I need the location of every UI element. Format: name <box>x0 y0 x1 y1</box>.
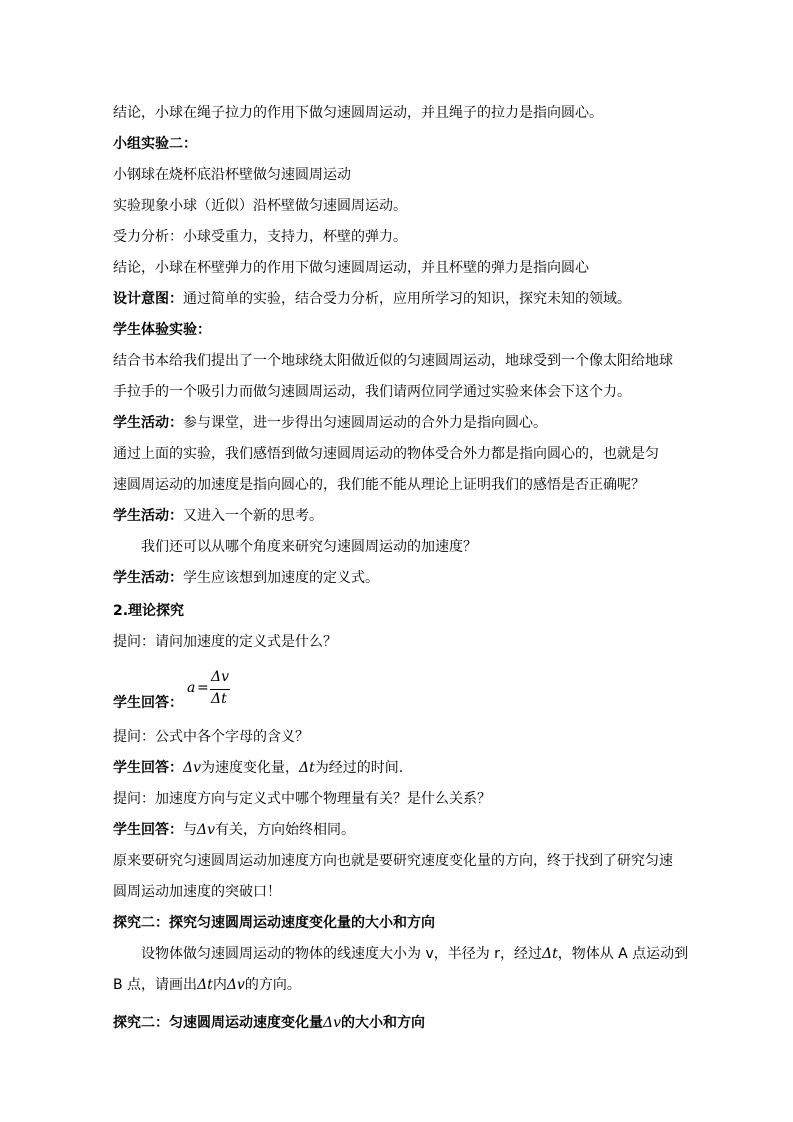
paragraph-student-activity-2 <box>113 506 323 526</box>
formula-denominator: Δt <box>211 691 227 707</box>
text-setup: B 点，请画出 <box>113 977 198 993</box>
paragraph-earth-sun-2: 手拉手的一个吸引力而做匀速圆周运动，我们请两位同学通过实验来体会下这个力。 <box>113 384 631 400</box>
paragraph-question-definition: 提问：请问加速度的定义式是什么？ <box>113 634 337 650</box>
text-student-activity: 又进入一个新的思考。 <box>183 508 323 524</box>
symbol-delta-v: Δv <box>323 1015 342 1031</box>
heading-text: 探究二：匀速圆周运动速度变化量 <box>113 1015 323 1031</box>
symbol-delta-v: Δv <box>197 822 216 838</box>
text-answer: 为经过的时间. <box>314 760 404 776</box>
text-setup: 的方向。 <box>244 977 301 993</box>
paragraph-question-meaning: 提问：公式中各个字母的含义？ <box>113 729 309 745</box>
formula-a: a <box>187 680 196 696</box>
heading-explore-2b <box>113 1013 425 1033</box>
paragraph-question-direction: 提问：加速度方向与定义式中哪个物理量有关？是什么关系？ <box>113 791 491 807</box>
paragraph-student-answer-3 <box>113 820 355 840</box>
paragraph-reflection-2: 速圆周运动的加速度是指向圆心的，我们能不能从理论上证明我们的感悟是否正确呢？ <box>113 477 645 493</box>
paragraph-design-intent <box>113 289 631 309</box>
text-setup: 设物体做匀速圆周运动的物体的线速度大小为 v，半径为 r，经过 <box>141 946 542 962</box>
paragraph-earth-sun-1: 结合书本给我们提出了一个地球绕太阳做近似的匀速圆周运动，地球受到一个像太阳给地球 <box>113 353 673 369</box>
label-student-answer: 学生回答： <box>113 822 183 838</box>
heading-explore-2: 探究二：探究匀速圆周运动速度变化量的大小和方向 <box>113 915 435 931</box>
label-student-answer: 学生回答： <box>113 760 183 776</box>
text-setup: ，物体从 A 点运动到 <box>557 946 689 962</box>
symbol-delta-t: Δt <box>541 946 558 962</box>
formula-equals: = <box>197 680 209 696</box>
label-student-activity: 学生活动： <box>113 570 183 586</box>
heading-theory: 2.理论探究 <box>113 603 185 619</box>
heading-text: 的大小和方向 <box>341 1015 426 1031</box>
text-answer: 为速度变化量， <box>201 760 300 776</box>
formula-numerator: Δv <box>211 669 230 685</box>
paragraph-experiment-desc: 小钢球在烧杯底沿杯壁做匀速圆周运动 <box>113 167 351 183</box>
paragraph-question-angle: 我们还可以从哪个角度来研究匀速圆周运动的加速度？ <box>141 539 477 555</box>
text-student-activity: 参与课堂，进一步得出匀速圆周运动的合外力是指向圆心。 <box>183 415 547 431</box>
text-student-activity: 学生应该想到加速度的定义式。 <box>183 570 379 586</box>
text-design-intent: 通过简单的实验，结合受力分析，应用所学习的知识，探究未知的领域。 <box>183 291 631 307</box>
text-setup: 内 <box>212 977 227 993</box>
label-student-answer-1: 学生回答： <box>113 695 183 711</box>
paragraph-phenomenon: 实验现象小球（近似）沿杯壁做匀速圆周运动。 <box>113 198 407 214</box>
paragraph-breakthrough-2: 圆周运动加速度的突破口！ <box>113 884 281 900</box>
paragraph-setup-2 <box>113 975 301 995</box>
text-answer: 与 <box>183 822 197 838</box>
label-design-intent: 设计意图： <box>113 291 183 307</box>
paragraph-setup-1 <box>141 944 688 964</box>
symbol-delta-t: Δt <box>197 977 213 993</box>
text-answer: 有关，方向始终相同。 <box>215 822 356 838</box>
symbol-delta-v: Δv <box>226 977 245 993</box>
heading-student-experience: 学生体验实验： <box>113 322 211 338</box>
paragraph-force-analysis: 受力分析：小球受重力，支持力，杯壁的弹力。 <box>113 229 407 245</box>
paragraph-student-activity-1 <box>113 413 547 433</box>
symbol-delta-t: Δt <box>299 760 315 776</box>
label-student-activity: 学生活动： <box>113 415 183 431</box>
paragraph-student-activity-3 <box>113 568 379 588</box>
label-student-activity: 学生活动： <box>113 508 183 524</box>
paragraph-conclusion-1: 结论，小球在绳子拉力的作用下做匀速圆周运动，并且绳子的拉力是指向圆心。 <box>113 105 603 121</box>
heading-group-experiment-2: 小组实验二： <box>113 136 197 152</box>
paragraph-reflection-1: 通过上面的实验，我们感悟到做匀速圆周运动的物体受合外力都是指向圆心的，也就是匀 <box>113 446 659 462</box>
symbol-delta-v: Δv <box>183 760 202 776</box>
paragraph-breakthrough-1: 原来要研究匀速圆周运动加速度方向也就是要研究速度变化量的方向，终于找到了研究匀速 <box>113 853 673 869</box>
fraction-bar <box>210 689 230 690</box>
paragraph-conclusion-2: 结论，小球在杯壁弹力的作用下做匀速圆周运动，并且杯壁的弹力是指向圆心 <box>113 260 589 276</box>
paragraph-student-answer-2 <box>113 758 403 778</box>
